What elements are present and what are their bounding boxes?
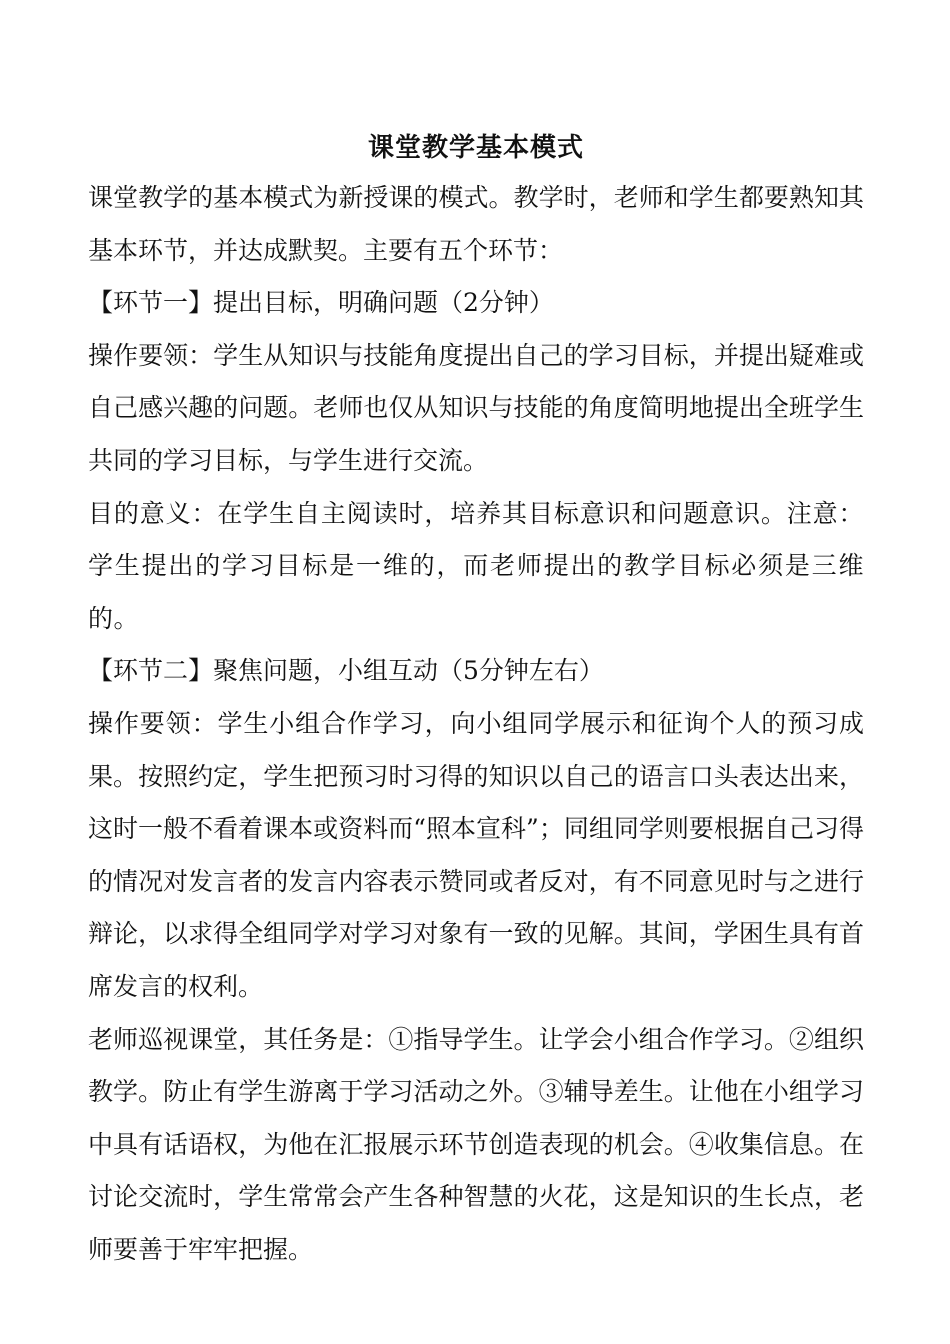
document-title: 课堂教学基本模式	[367, 133, 584, 163]
section2-operation-paragraph: 操作要领：学生小组合作学习，向小组同学展示和征询个人的预习成果。按照约定，学生把预习时习得的知识以自己的语言口头表达出来，这时一般不看着课本或资料而“照本宣科”；同组同学则要根据自己习得的情况对发言者的发言内容表示赞同或者反对，有不同意见时与之进行辩论，以求得全组同学对学习对象有一致的见解。其间，学困生具有首席发言的权利。	[88, 708, 864, 1001]
intro-paragraph: 课堂教学的基本模式为新授课的模式。教学时，老师和学生都要熟知其基本环节，并达成默契。主要有五个环节：	[88, 183, 864, 265]
section1-meaning-paragraph: 目的意义：在学生自主阅读时，培养其目标意识和问题意识。注意：学生提出的学习目标是一维的，而老师提出的教学目标必须是三维的。	[88, 498, 864, 633]
section2-heading: 【环节二】聚焦问题，小组互动（5分钟左右）	[88, 656, 604, 686]
document-page	[88, 128, 864, 1276]
section1-operation-paragraph: 操作要领：学生从知识与技能角度提出自己的学习目标，并提出疑难或自己感兴趣的问题。老师也仅从知识与技能的角度简明地提出全班学生共同的学习目标，与学生进行交流。	[88, 340, 864, 475]
section1-heading: 【环节一】提出目标，明确问题（2分钟）	[88, 288, 554, 318]
section2-teacher-paragraph: 老师巡视课堂，其任务是：①指导学生。让学会小组合作学习。②组织教学。防止有学生游离于学习活动之外。③辅导差生。让他在小组学习中具有话语权，为他在汇报展示环节创造表现的机会。④收集信息。在讨论交流时，学生常常会产生各种智慧的火花，这是知识的生长点，老师要善于牢牢把握。	[88, 1024, 864, 1264]
